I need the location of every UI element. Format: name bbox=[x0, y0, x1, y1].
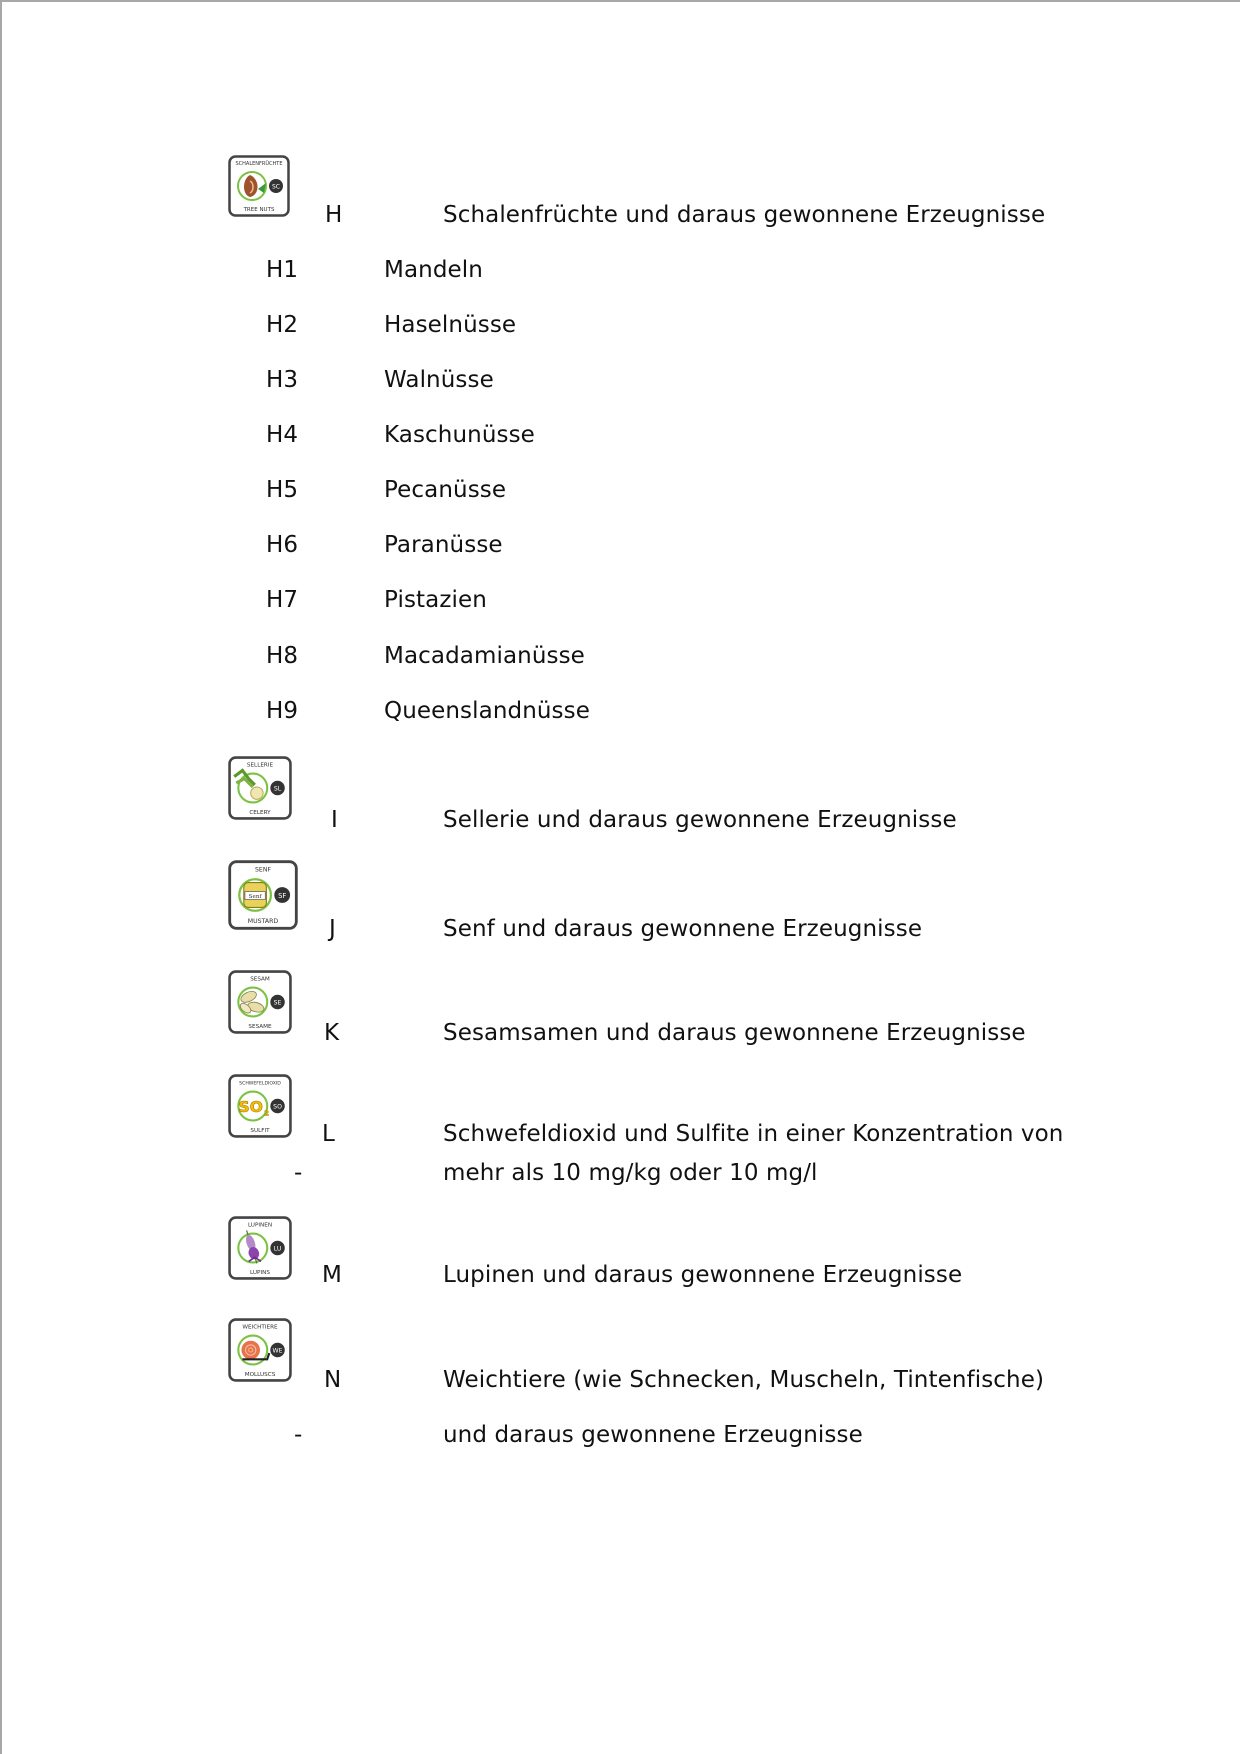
celery-icon bbox=[228, 756, 292, 820]
item-code: H7 bbox=[266, 587, 299, 613]
icon-badge: SF bbox=[278, 891, 287, 900]
icon-bottom-label: MOLLUSCS bbox=[244, 1371, 276, 1378]
category-code: J bbox=[329, 916, 336, 942]
molluscs-icon bbox=[228, 1318, 292, 1382]
item-code: H2 bbox=[266, 312, 299, 338]
lupins-icon bbox=[228, 1216, 292, 1280]
jar-label: Senf bbox=[248, 893, 262, 900]
category-code: K bbox=[324, 1020, 340, 1046]
icon-top-label: WEICHTIERE bbox=[242, 1324, 278, 1331]
item-code: H4 bbox=[266, 422, 299, 448]
category-title: Schalenfrüchte und daraus gewonnene Erzeugnisse bbox=[443, 202, 1046, 228]
item-code: H6 bbox=[266, 532, 299, 558]
item-code: H5 bbox=[266, 477, 299, 503]
item-label: Haselnüsse bbox=[384, 312, 517, 338]
item-label: Mandeln bbox=[384, 257, 483, 283]
item-label: Queenslandnüsse bbox=[384, 698, 590, 724]
category-title: Weichtiere (wie Schnecken, Muscheln, Tintenfische) bbox=[443, 1367, 1045, 1393]
item-code: H3 bbox=[266, 367, 299, 393]
formula-subscript: 2 bbox=[264, 1108, 270, 1118]
icon-top-label: LUPINEN bbox=[247, 1222, 273, 1229]
icon-badge: WE bbox=[272, 1347, 283, 1355]
item-label: Pecanüsse bbox=[384, 477, 507, 503]
item-label: Macadamianüsse bbox=[384, 643, 585, 669]
category-title: Senf und daraus gewonnene Erzeugnisse bbox=[443, 916, 923, 942]
item-label: Pistazien bbox=[384, 587, 487, 613]
category-code: I bbox=[331, 807, 338, 833]
icon-top-label: SELLERIE bbox=[246, 762, 274, 769]
tree-nuts-icon bbox=[228, 155, 290, 217]
icon-top-label: SCHALENFRÜCHTE bbox=[235, 161, 283, 167]
category-title: Sellerie und daraus gewonnene Erzeugnisse bbox=[443, 807, 957, 833]
item-label: Walnüsse bbox=[384, 367, 494, 393]
continuation-dash: - bbox=[294, 1422, 303, 1448]
icon-bottom-label: SULFIT bbox=[250, 1127, 270, 1134]
icon-badge: SO bbox=[273, 1103, 282, 1111]
category-title: Schwefeldioxid und Sulfite in einer Konzentration von bbox=[443, 1121, 1064, 1147]
category-title-line2: mehr als 10 mg/kg oder 10 mg/l bbox=[443, 1160, 818, 1186]
icon-top-label: SESAM bbox=[250, 976, 270, 983]
icon-bottom-label: TREE NUTS bbox=[243, 207, 275, 213]
continuation-dash: - bbox=[294, 1160, 303, 1186]
sulfite-icon bbox=[228, 1074, 292, 1138]
icon-top-label: SCHWEFELDIOXID bbox=[239, 1081, 281, 1087]
item-label: Kaschunüsse bbox=[384, 422, 535, 448]
category-title-line2: und daraus gewonnene Erzeugnisse bbox=[443, 1422, 863, 1448]
icon-badge: SL bbox=[273, 785, 282, 793]
mustard-icon bbox=[228, 860, 298, 930]
icon-badge: SC bbox=[272, 183, 280, 191]
icon-bottom-label: SESAME bbox=[248, 1023, 272, 1030]
icon-badge: LU bbox=[273, 1245, 282, 1253]
category-title: Lupinen und daraus gewonnene Erzeugnisse bbox=[443, 1262, 963, 1288]
item-code: H1 bbox=[266, 257, 299, 283]
category-code: M bbox=[322, 1262, 342, 1288]
item-label: Paranüsse bbox=[384, 532, 503, 558]
icon-bottom-label: LUPINS bbox=[250, 1269, 270, 1276]
category-code: H bbox=[325, 202, 343, 228]
category-code: L bbox=[322, 1121, 335, 1147]
sesame-icon bbox=[228, 970, 292, 1034]
formula-text: SO bbox=[238, 1098, 263, 1117]
category-title: Sesamsamen und daraus gewonnene Erzeugnisse bbox=[443, 1020, 1026, 1046]
item-code: H8 bbox=[266, 643, 299, 669]
icon-top-label: SENF bbox=[254, 866, 272, 874]
item-code: H9 bbox=[266, 698, 299, 724]
category-code: N bbox=[324, 1367, 342, 1393]
icon-bottom-label: CELERY bbox=[249, 809, 271, 816]
icon-badge: SE bbox=[273, 999, 282, 1007]
icon-bottom-label: MUSTARD bbox=[247, 918, 279, 926]
